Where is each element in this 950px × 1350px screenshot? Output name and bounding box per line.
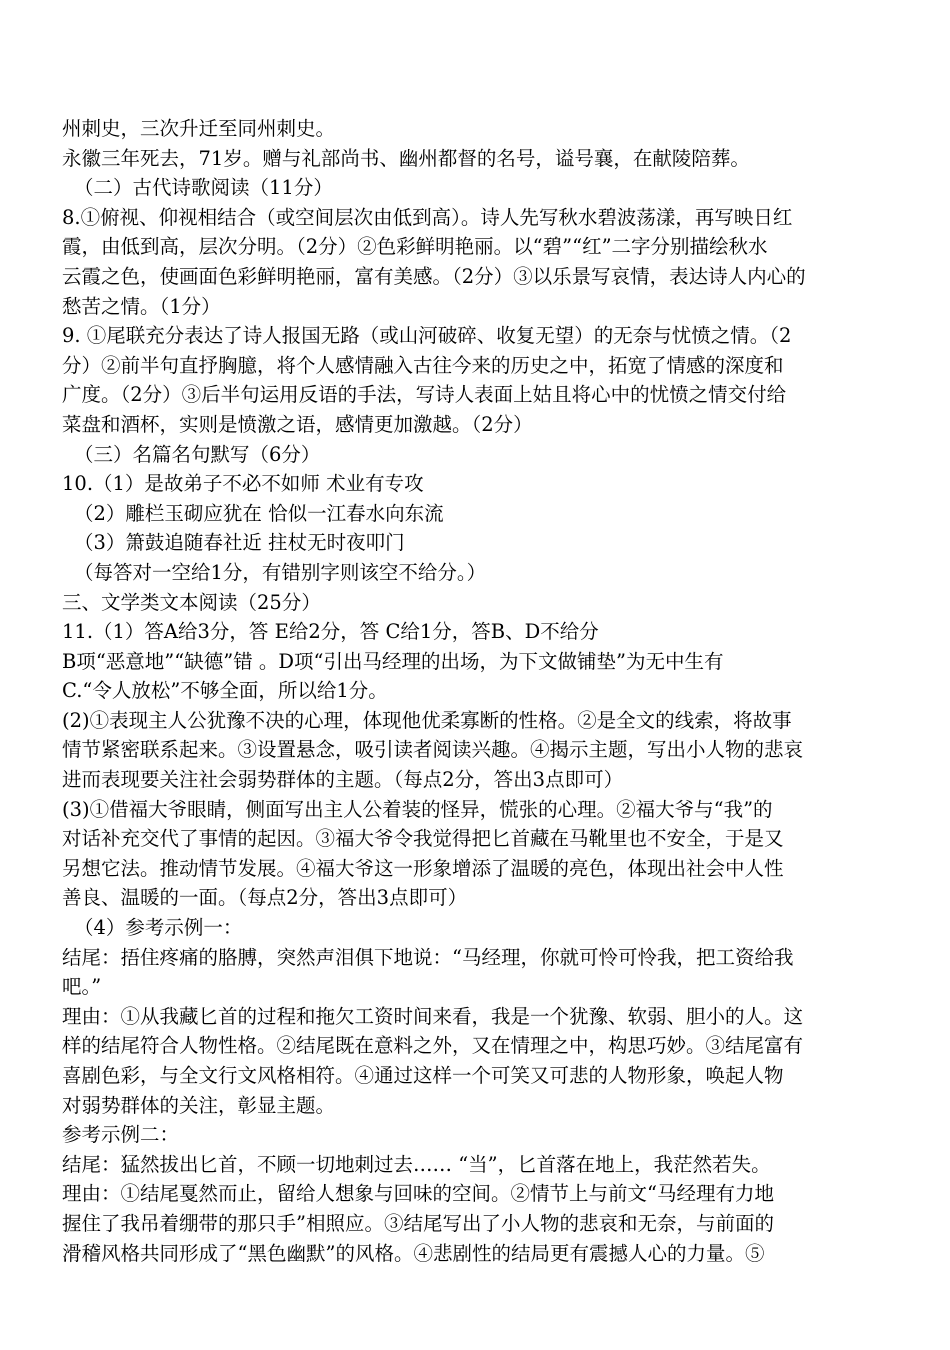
- text-line: （3）箫鼓追随春社近 拄杖无时夜叩门: [74, 531, 405, 555]
- text-line: 结尾：猛然拔出匕首，不顾一切地刺过去…… “当”，匕首落在地上，我茫然若失。: [62, 1152, 771, 1176]
- text-line: 结尾：捂住疼痛的胳膊，突然声泪俱下地说：“马经理，你就可怜可怜我，把工资给我: [62, 945, 794, 969]
- text-line: 霞，由低到高，层次分明。（2分）②色彩鲜明艳丽。以“碧”“红”二字分别描绘秋水: [62, 235, 768, 259]
- text-line: 情节紧密联系起来。③设置悬念，吸引读者阅读兴趣。④揭示主题，写出小人物的悲哀: [62, 738, 804, 762]
- text-line: 分）②前半句直抒胸臆，将个人感情融入古往今来的历史之中，拓宽了情感的深度和: [62, 353, 784, 377]
- text-line: 10.（1）是故弟子不必不如师 术业有专攻: [62, 472, 424, 496]
- text-line: 吧。”: [62, 975, 102, 999]
- text-line: 样的结尾符合人物性格。②结尾既在意料之外，又在情理之中，构思巧妙。③结尾富有: [62, 1034, 804, 1058]
- text-line: 11.（1）答A给3分，答 E给2分，答 C给1分，答B、D不给分: [62, 620, 599, 644]
- text-line: 另想它法。推动情节发展。④福大爷这一形象增添了温暖的亮色，体现出社会中人性: [62, 856, 784, 880]
- text-line: （2）雕栏玉砌应犹在 恰似一江春水向东流: [74, 501, 444, 525]
- text-line: C.“令人放松”不够全面，所以给1分。: [62, 679, 388, 703]
- text-line: 进而表现要关注社会弱势群体的主题。（每点2分，答出3点即可）: [62, 768, 624, 792]
- text-line: 愁苦之情。（1分）: [62, 294, 221, 318]
- text-line: 对弱势群体的关注，彰显主题。: [62, 1093, 336, 1117]
- document-body: [62, 114, 900, 1268]
- text-line: 9. ①尾联充分表达了诗人报国无路（或山河破碎、收复无望）的无奈与忧愤之情。（2: [62, 324, 792, 348]
- text-line: 理由：①结尾戛然而止，留给人想象与回味的空间。②情节上与前文“马经理有力地: [62, 1182, 774, 1206]
- section-heading: 三、文学类文本阅读（25分）: [62, 590, 321, 614]
- text-line: 菜盘和酒杯，实则是愤激之语，感情更加激越。（2分）: [62, 412, 533, 436]
- text-line: 永徽三年死去，71岁。赠与礼部尚书、幽州都督的名号，谥号襄，在献陵陪葬。: [62, 146, 750, 170]
- text-line: 参考示例二：: [62, 1123, 180, 1147]
- text-line: 理由：①从我藏匕首的过程和拖欠工资时间来看，我是一个犹豫、软弱、胆小的人。这: [62, 1004, 804, 1028]
- text-line: (2)①表现主人公犹豫不决的心理，体现他优柔寡断的性格。②是全文的线索，将故事: [62, 708, 792, 732]
- text-line: 云霞之色，使画面色彩鲜明艳丽，富有美感。（2分）③以乐景写哀情，表达诗人内心的: [62, 264, 806, 288]
- text-line: （4）参考示例一：: [74, 916, 243, 940]
- text-line: B项“恶意地”“缺德”错 。D项“引出马经理的出场，为下文做铺垫”为无中生有: [62, 649, 724, 673]
- section-heading: （三）名篇名句默写（6分）: [74, 442, 321, 466]
- text-line: 广度。（2分）③后半句运用反语的手法，写诗人表面上姑且将心中的忧愤之情交付给: [62, 383, 787, 407]
- text-line: 善良、温暖的一面。（每点2分，答出3点即可）: [62, 886, 468, 910]
- text-line: （每答对一空给1分，有错别字则该空不给分。）: [74, 560, 487, 584]
- section-heading: （二）古代诗歌阅读（11分）: [74, 176, 333, 200]
- text-line: 8.①俯视、仰视相结合（或空间层次由低到高）。诗人先写秋水碧波荡漾，再写映日红: [62, 205, 793, 229]
- text-line: 滑稽风格共同形成了“黑色幽默”的风格。④悲剧性的结局更有震撼人心的力量。⑤: [62, 1241, 765, 1265]
- text-line: 喜剧色彩，与全文行文风格相符。④通过这样一个可笑又可悲的人物形象，唤起人物: [62, 1064, 784, 1087]
- text-line: 对话补充交代了事情的起因。③福大爷令我觉得把匕首藏在马靴里也不安全，于是又: [62, 827, 784, 851]
- text-line: (3)①借福大爷眼睛，侧面写出主人公着装的怪异，慌张的心理。②福大爷与“我”的: [62, 797, 773, 821]
- text-line: 州刺史，三次升迁至同州刺史。: [62, 117, 336, 140]
- text-line: 握住了我吊着绷带的那只手”相照应。③结尾写出了小人物的悲哀和无奈，与前面的: [62, 1211, 774, 1235]
